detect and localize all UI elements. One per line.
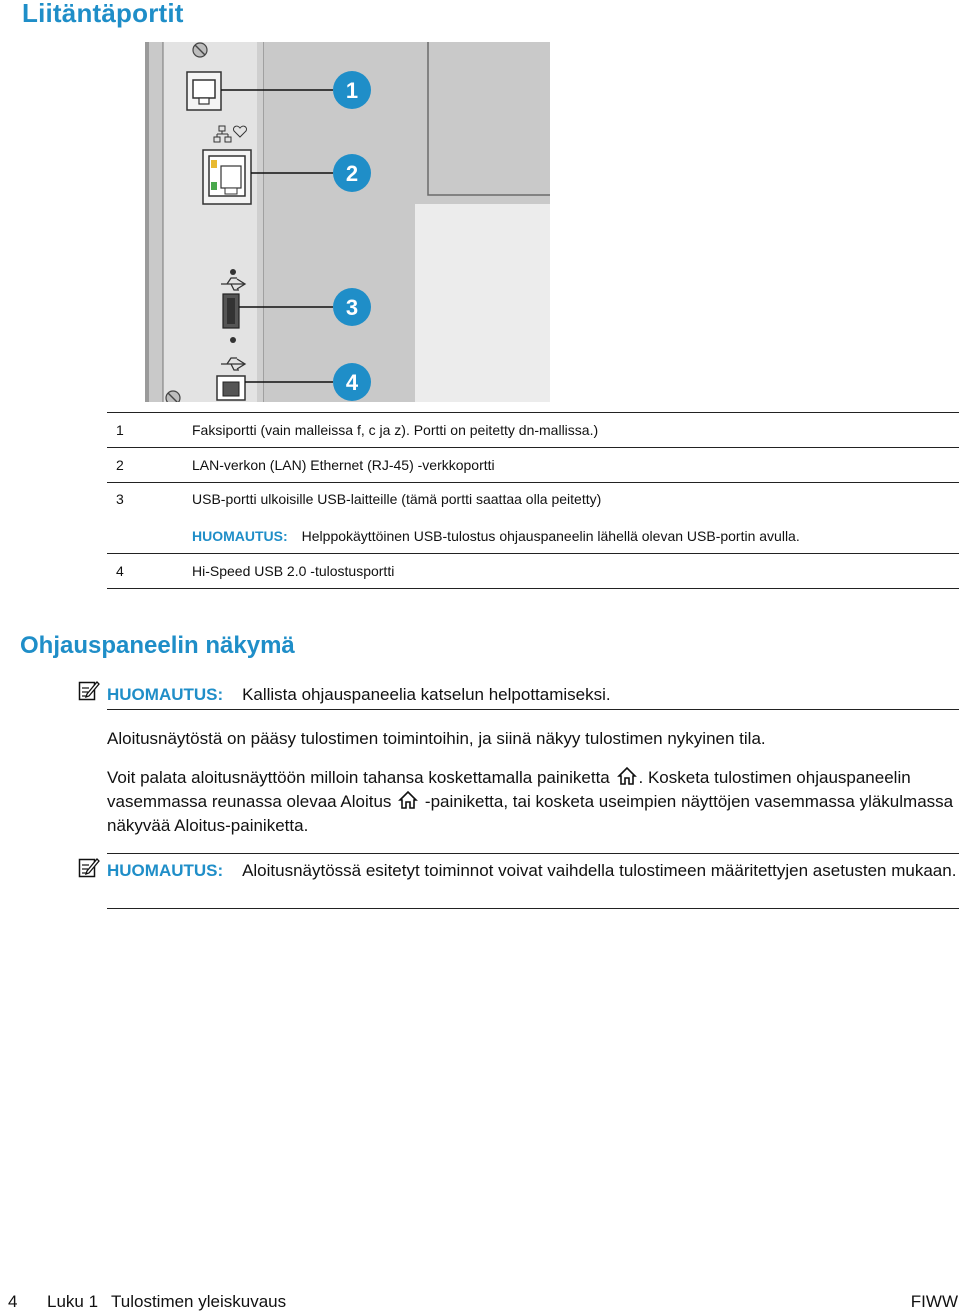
- table-rule: [107, 553, 959, 554]
- svg-text:3: 3: [345, 295, 359, 320]
- callout-4: [333, 363, 371, 401]
- table-row-number: 3: [116, 491, 124, 507]
- table-row-number: 4: [116, 563, 124, 579]
- paragraph-part: Voit palata aloitusnäyttöön milloin tahansa koskettamalla painiketta: [107, 768, 610, 787]
- table-note: [192, 528, 800, 544]
- footer-right: FIWW: [910, 1292, 958, 1311]
- svg-text:2: 2: [345, 161, 359, 186]
- table-rule: [107, 447, 959, 448]
- ports-illustration: [145, 42, 550, 402]
- table-row-text: Hi-Speed USB 2.0 -tulostusportti: [192, 563, 395, 579]
- note-label: HUOMAUTUS:: [107, 861, 224, 880]
- paragraph-part: -painiketta, tai kosketa useimpien näyttöjen vasemmassa yläkulmassa näkyvää Aloitus-painiketta.: [107, 792, 954, 835]
- note-icon: [78, 856, 100, 878]
- note-label: HUOMAUTUS:: [192, 528, 288, 544]
- table-row-number: 2: [116, 457, 124, 473]
- callout-3: [333, 288, 371, 326]
- table-rule: [107, 482, 959, 483]
- note-label: HUOMAUTUS:: [107, 685, 224, 704]
- section-title: Liitäntäportit: [22, 0, 184, 28]
- note-rule: [107, 709, 959, 710]
- svg-text:1: 1: [345, 78, 359, 103]
- paragraph: [107, 766, 959, 838]
- note-text: Kallista ohjauspaneelia katselun helpottamiseksi.: [242, 685, 611, 704]
- usb-b-port-icon: [217, 376, 245, 400]
- home-icon: [398, 790, 418, 810]
- screw-icon: [166, 391, 180, 402]
- paragraph: Aloitusnäytöstä on pääsy tulostimen toimintoihin, ja siinä näkyy tulostimen nykyinen tila.: [107, 729, 766, 748]
- usb-port-icon: [223, 294, 239, 328]
- table-rule: [107, 412, 959, 413]
- note-text: Helppokäyttöinen USB-tulostus ohjauspaneelin lähellä olevan USB-portin avulla.: [301, 528, 800, 544]
- svg-text:4: 4: [345, 370, 359, 395]
- fax-port-icon: [187, 72, 221, 110]
- note-2: [107, 859, 959, 883]
- table-row-number: 1: [116, 422, 124, 438]
- note-rule: [107, 853, 959, 854]
- table-row-text: LAN-verkon (LAN) Ethernet (RJ-45) -verkkoportti: [192, 457, 495, 473]
- screw-icon: [193, 43, 207, 57]
- note-1: [107, 683, 959, 707]
- note-rule: [107, 908, 959, 909]
- table-rule: [107, 588, 959, 589]
- table-row-text: Faksiportti (vain malleissa f, c ja z). Portti on peitetty dn-mallissa.): [192, 422, 599, 438]
- note-icon: [78, 679, 100, 701]
- ethernet-port-icon: [203, 150, 251, 204]
- table-row-text: USB-portti ulkoisille USB-laitteille (tämä portti saattaa olla peitetty): [192, 491, 602, 507]
- paragraph-part: . Kosketa tulostimen ohjauspaneelin vasemmassa reunassa olevaa Aloitus: [107, 768, 911, 811]
- chapter-title: Tulostimen yleiskuvaus: [111, 1292, 287, 1311]
- page-number: 4: [8, 1292, 18, 1311]
- chapter-label: Luku 1: [47, 1292, 99, 1311]
- note-text: Aloitusnäytössä esitetyt toiminnot voivat vaihdella tulostimeen määritettyjen asetusten mukaan.: [242, 861, 957, 880]
- callout-1: [333, 71, 371, 109]
- home-icon: [617, 766, 637, 786]
- section-heading: Ohjauspaneelin näkymä: [20, 632, 295, 659]
- callout-2: [333, 154, 371, 192]
